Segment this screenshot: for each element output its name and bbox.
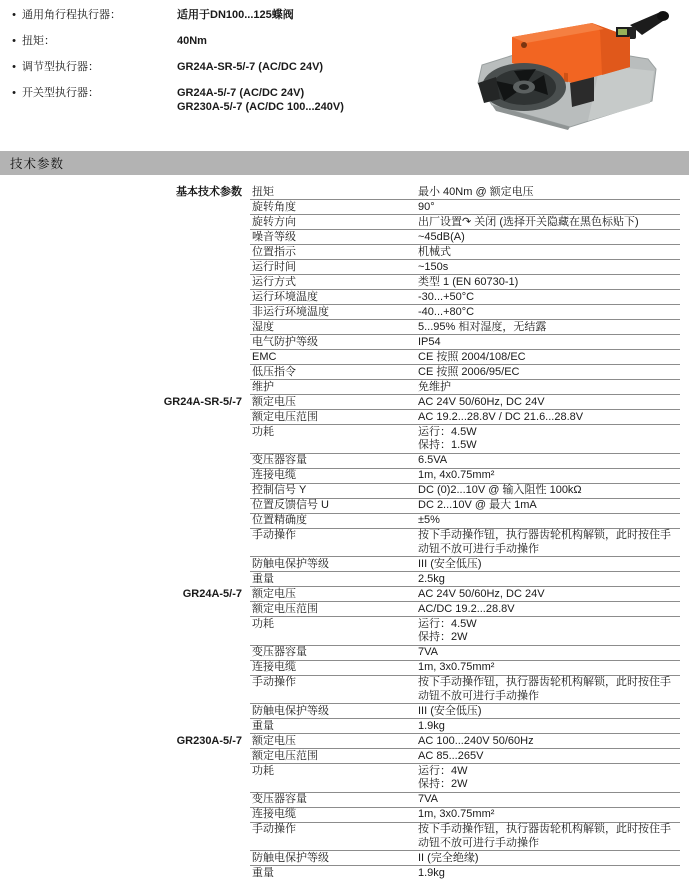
group-label [0, 808, 250, 823]
param-value [418, 275, 680, 289]
summary-bullet-list [0, 8, 450, 126]
param-name: 位置指示 [252, 245, 296, 258]
param-value-line: 免维护 [418, 380, 451, 393]
param-value [418, 484, 680, 498]
spec-table [0, 185, 689, 879]
group-label [0, 823, 250, 852]
actuator-product-image [452, 3, 686, 131]
param-value-line: AC 85...265V [418, 749, 484, 762]
param-value [418, 646, 680, 660]
param-value [418, 245, 680, 259]
param-value-line: 保持：2W [418, 778, 468, 790]
bullet-label: 开关型执行器： [22, 87, 99, 99]
group-label [0, 425, 250, 454]
section-title-bar [0, 151, 689, 175]
param-name: 额定电压 [252, 395, 296, 408]
param-value [418, 499, 680, 513]
param-value [418, 617, 680, 645]
group-label [0, 469, 250, 484]
param-value-line: II (完全绝缘) [418, 851, 479, 864]
bullet-item [0, 8, 450, 22]
spec-row [0, 602, 689, 617]
param-value [418, 808, 680, 822]
spec-row [0, 529, 689, 558]
group-label [0, 719, 250, 734]
param-value [418, 704, 680, 718]
group-label [0, 245, 250, 260]
param-value [418, 764, 680, 792]
param-value-line: 运行：4W [418, 764, 468, 777]
group-label [0, 350, 250, 365]
param-value-line: AC/DC 19.2...28.8V [418, 602, 515, 615]
param-name: 功耗 [252, 425, 274, 438]
param-name: 低压指令 [252, 365, 296, 378]
param-value [418, 260, 680, 274]
spec-row [0, 734, 689, 749]
param-value [418, 514, 680, 528]
group-label [0, 260, 250, 275]
spec-row [0, 866, 689, 879]
group-label [0, 320, 250, 335]
bullet-value [177, 8, 450, 22]
group-label [0, 617, 250, 646]
bullet-value-line: 适用于DN100...125蝶阀 [177, 9, 294, 21]
group-label [0, 230, 250, 245]
spec-row [0, 499, 689, 514]
spec-row [0, 646, 689, 661]
param-name: 重量 [252, 572, 274, 585]
param-value-line: 5...95% 相对湿度，无结露 [418, 320, 547, 333]
bullet-value-line: 40Nm [177, 35, 207, 47]
spec-row [0, 719, 689, 734]
param-value-line: 运行：4.5W [418, 425, 477, 438]
spec-row [0, 215, 689, 230]
group-label [0, 200, 250, 215]
param-name: 旋转角度 [252, 200, 296, 213]
spec-row [0, 557, 689, 572]
param-value-line: 机械式 [418, 245, 451, 258]
param-name: 运行方式 [252, 275, 296, 288]
param-value-line: 7VA [418, 646, 438, 658]
param-value-line: 2.5kg [418, 572, 445, 585]
param-value [418, 425, 680, 453]
group-label [0, 866, 250, 879]
param-value [418, 335, 680, 349]
param-value [418, 734, 680, 748]
bullet-label: 调节型执行器： [22, 61, 99, 73]
param-value [418, 410, 680, 424]
param-value [418, 215, 680, 229]
spec-row [0, 484, 689, 499]
bullet-value [177, 86, 450, 114]
param-name: 噪音等级 [252, 230, 296, 243]
spec-row [0, 305, 689, 320]
group-label: GR24A-SR-5/-7 [163, 396, 242, 408]
group-label [0, 529, 250, 558]
param-value-line: 1.9kg [418, 866, 445, 879]
param-value-line: ~45dB(A) [418, 230, 465, 243]
group-label: 基本技术参数 [176, 186, 242, 198]
spec-row [0, 230, 689, 245]
param-name: 位置精确度 [252, 514, 307, 526]
param-value-line: CE 按照 2004/108/EC [418, 350, 526, 363]
param-name: 连接电缆 [252, 661, 296, 673]
param-value [418, 305, 680, 319]
group-label [0, 410, 250, 425]
group-label [0, 499, 250, 514]
spec-row [0, 275, 689, 290]
spec-row [0, 335, 689, 350]
spec-row [0, 185, 689, 200]
param-name: 额定电压范围 [252, 602, 318, 615]
bullet-label: 通用角行程执行器： [22, 9, 121, 21]
group-label [0, 793, 250, 808]
param-value [418, 719, 680, 733]
bullet-item [0, 60, 450, 74]
param-value-line: 90° [418, 200, 435, 213]
param-value-line: 出厂设置↷ 关闭 (选择开关隐藏在黑色标贴下) [418, 215, 639, 228]
bullet-label: 扭矩： [22, 35, 55, 47]
param-value [418, 823, 680, 851]
param-value-line: 按下手动操作钮，执行器齿轮机构解锁，此时按住手动钮不放可进行手动操作 [418, 529, 671, 555]
spec-row [0, 380, 689, 395]
param-name: 防触电保护等级 [252, 704, 329, 717]
spec-row [0, 200, 689, 215]
param-value-line: 保持：2W [418, 631, 468, 643]
param-value-line: AC 19.2...28.8V / DC 21.6...28.8V [418, 410, 584, 423]
param-value-line: IP54 [418, 335, 441, 348]
param-value-line: 最小 40Nm @ 额定电压 [418, 185, 534, 198]
spec-row [0, 514, 689, 529]
bullet-icon: • [12, 9, 16, 21]
spec-row [0, 454, 689, 469]
param-name: 额定电压 [252, 587, 296, 600]
param-value [418, 365, 680, 379]
param-value [418, 200, 680, 214]
param-value-line: AC 24V 50/60Hz, DC 24V [418, 587, 545, 600]
param-name: 额定电压范围 [252, 410, 318, 423]
spec-row [0, 661, 689, 676]
spec-row [0, 425, 689, 454]
param-name: 连接电缆 [252, 808, 296, 820]
bullet-value [177, 34, 450, 48]
param-value-line: AC 100...240V 50/60Hz [418, 734, 534, 747]
param-value-line: 保持：1.5W [418, 439, 477, 451]
param-name: 扭矩 [252, 185, 274, 198]
group-label [0, 572, 250, 587]
group-label [0, 676, 250, 705]
param-value-line: ~150s [418, 260, 449, 273]
spec-row [0, 676, 689, 705]
group-label [0, 380, 250, 395]
param-name: 手动操作 [252, 529, 296, 541]
group-label [0, 764, 250, 793]
spec-row [0, 793, 689, 808]
group-label [0, 215, 250, 230]
param-value-line: 6.5VA [418, 454, 448, 466]
param-value [418, 587, 680, 601]
param-value [418, 866, 680, 879]
param-value-line: III (安全低压) [418, 704, 482, 717]
group-label [0, 557, 250, 572]
bullet-value [177, 60, 450, 74]
spec-row [0, 245, 689, 260]
param-value-line: 按下手动操作钮，执行器齿轮机构解锁，此时按住手动钮不放可进行手动操作 [418, 676, 671, 702]
param-value [418, 676, 680, 704]
group-label [0, 454, 250, 469]
group-label [0, 275, 250, 290]
group-label [0, 290, 250, 305]
param-name: 变压器容量 [252, 454, 307, 466]
spec-row [0, 617, 689, 646]
bullet-value-line: GR24A-SR-5/-7 (AC/DC 24V) [177, 61, 324, 73]
param-value [418, 529, 680, 557]
param-name: 手动操作 [252, 823, 296, 835]
param-name: 重量 [252, 866, 274, 879]
param-value-line: 7VA [418, 793, 438, 805]
group-label: GR230A-5/-7 [176, 735, 242, 747]
param-value [418, 185, 680, 199]
group-label [0, 661, 250, 676]
param-value [418, 602, 680, 616]
param-name: 位置反馈信号 U [252, 499, 329, 511]
spec-row [0, 749, 689, 764]
param-value [418, 230, 680, 244]
param-value-line: 运行：4.5W [418, 617, 477, 630]
param-value [418, 749, 680, 763]
param-value [418, 557, 680, 571]
param-name: 维护 [252, 380, 274, 393]
spec-row [0, 808, 689, 823]
param-value-line: CE 按照 2006/95/EC [418, 365, 520, 378]
param-name: 额定电压范围 [252, 749, 318, 762]
param-value-line: III (安全低压) [418, 557, 482, 570]
param-name: 非运行环境温度 [252, 305, 329, 318]
spec-row [0, 320, 689, 335]
group-label [0, 749, 250, 764]
param-value-line: 1.9kg [418, 719, 445, 732]
group-label [0, 851, 250, 866]
group-label [0, 305, 250, 320]
param-value [418, 572, 680, 586]
param-name: 手动操作 [252, 676, 296, 688]
param-value-line: DC (0)2...10V @ 输入阻性 100kΩ [418, 484, 582, 496]
param-value [418, 793, 680, 807]
param-name: 变压器容量 [252, 793, 307, 805]
param-name: 变压器容量 [252, 646, 307, 658]
param-value [418, 851, 680, 865]
spec-row [0, 587, 689, 602]
param-name: 控制信号 Y [252, 484, 307, 496]
param-value-line: 1m, 3x0.75mm² [418, 808, 495, 820]
spec-row [0, 851, 689, 866]
group-label [0, 704, 250, 719]
spec-row [0, 395, 689, 410]
bullet-value-line: GR24A-5/-7 (AC/DC 24V) [177, 87, 305, 99]
spec-row [0, 260, 689, 275]
param-name: 防触电保护等级 [252, 851, 329, 864]
param-value-line: AC 24V 50/60Hz, DC 24V [418, 395, 545, 408]
group-label [0, 484, 250, 499]
param-value-line: 1m, 3x0.75mm² [418, 661, 495, 673]
group-label [0, 602, 250, 617]
param-name: 功耗 [252, 764, 274, 777]
group-label [0, 335, 250, 350]
param-value [418, 469, 680, 483]
param-value-line: 按下手动操作钮，执行器齿轮机构解锁，此时按住手动钮不放可进行手动操作 [418, 823, 671, 849]
param-value [418, 320, 680, 334]
param-value-line: -40...+80°C [418, 305, 475, 318]
param-name: 功耗 [252, 617, 274, 630]
spec-row [0, 572, 689, 587]
param-name: 旋转方向 [252, 215, 296, 228]
group-label [0, 365, 250, 380]
param-value-line: -30...+50°C [418, 290, 475, 303]
param-value-line: DC 2...10V @ 最大 1mA [418, 499, 537, 511]
spec-row [0, 764, 689, 793]
bullet-icon: • [12, 87, 16, 99]
param-name: 额定电压 [252, 734, 296, 747]
spec-row [0, 410, 689, 425]
param-value-line: 类型 1 (EN 60730-1) [418, 275, 519, 288]
param-name: 重量 [252, 719, 274, 732]
param-value [418, 380, 680, 394]
spec-row [0, 290, 689, 305]
param-value-line: ±5% [418, 514, 440, 526]
param-name: 电气防护等级 [252, 335, 318, 348]
param-name: 湿度 [252, 320, 274, 333]
bullet-icon: • [12, 35, 16, 47]
group-label [0, 514, 250, 529]
spec-row [0, 704, 689, 719]
spec-row [0, 365, 689, 380]
group-label: GR24A-5/-7 [182, 588, 242, 600]
spec-row [0, 823, 689, 852]
bullet-icon: • [12, 61, 16, 73]
param-name: 防触电保护等级 [252, 557, 329, 570]
section-title: 技术参数 [10, 157, 65, 171]
param-name: 运行时间 [252, 260, 296, 273]
bullet-value-line: GR230A-5/-7 (AC/DC 100...240V) [177, 101, 344, 113]
group-label [0, 646, 250, 661]
param-name: 连接电缆 [252, 469, 296, 481]
param-name: 运行环境温度 [252, 290, 318, 303]
param-value-line: 1m, 4x0.75mm² [418, 469, 495, 481]
param-value [418, 290, 680, 304]
spec-row [0, 469, 689, 484]
param-value [418, 454, 680, 468]
param-value [418, 395, 680, 409]
bullet-item [0, 86, 450, 114]
spec-row [0, 350, 689, 365]
param-value [418, 350, 680, 364]
bullet-item [0, 34, 450, 48]
param-name: EMC [252, 350, 277, 363]
param-value [418, 661, 680, 675]
